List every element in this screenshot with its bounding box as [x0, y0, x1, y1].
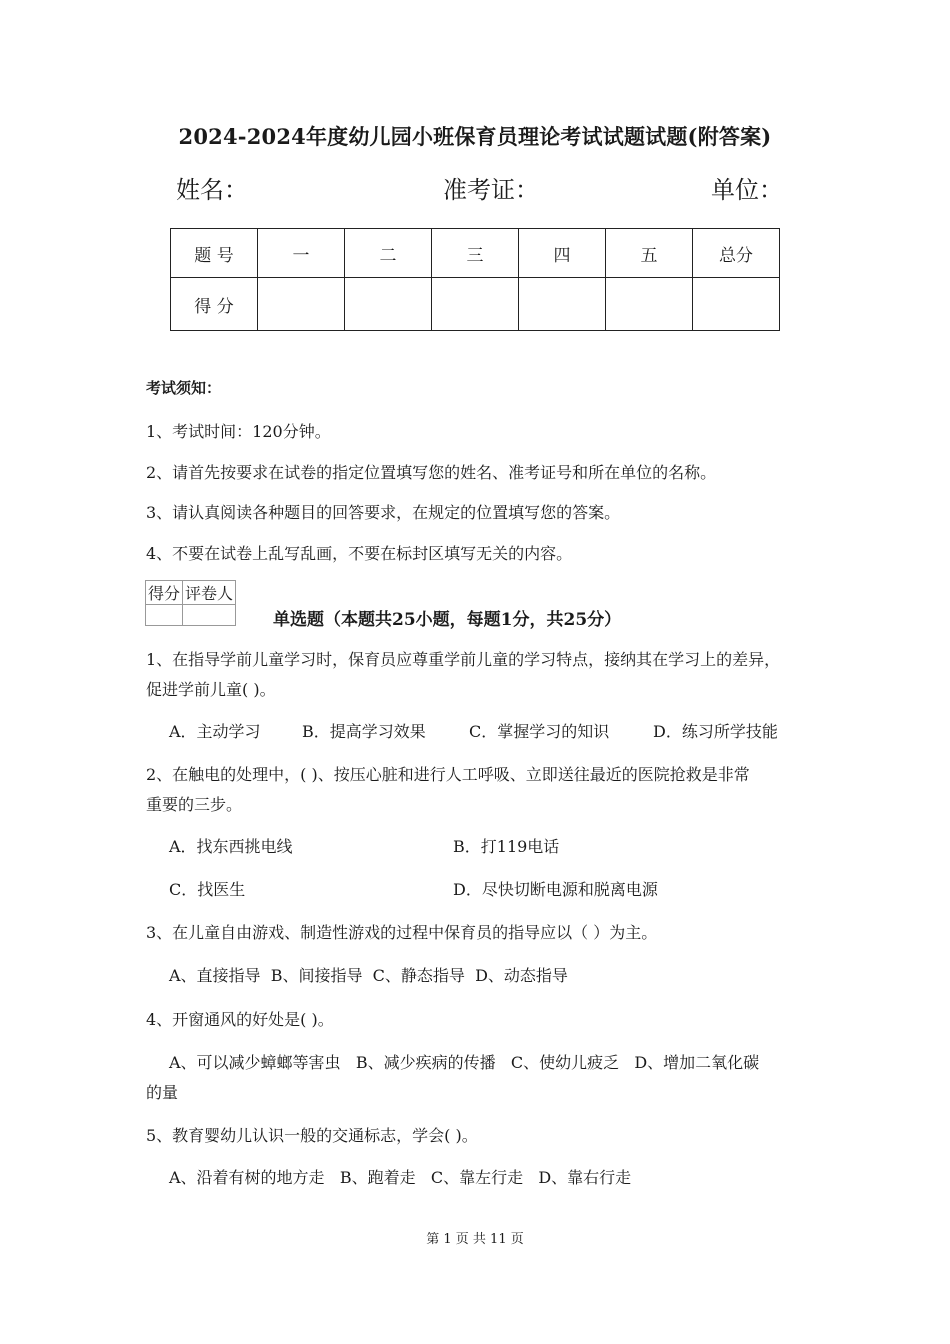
section-title: 单选题（本题共25小题，每题1分，共25分）	[273, 610, 622, 630]
option: C．掌握学习的知识	[469, 722, 610, 741]
option: D．练习所学技能	[653, 722, 778, 741]
option: B．提高学习效果	[302, 722, 426, 741]
grader-score-cell[interactable]	[146, 605, 183, 626]
question-stem: 2、在触电的处理中，( )、按压心脏和进行人工呼吸、立即送往最近的医院抢救是非常	[146, 765, 750, 784]
name-field-label: 姓名：	[176, 176, 248, 204]
score-cell[interactable]	[519, 278, 606, 331]
option: B．打119电话	[453, 837, 560, 856]
unit-field-label: 单位：	[711, 176, 783, 204]
exam-id-field-label: 准考证：	[443, 176, 539, 204]
options-line: A、可以减少蟑螂等害虫 B、减少疾病的传播 C、使幼儿疲乏 D、增加二氧化碳	[169, 1053, 760, 1072]
question-stem: 4、开窗通风的好处是( )。	[146, 1010, 334, 1029]
column-total: 总分	[693, 229, 780, 278]
score-label: 得 分	[171, 278, 258, 331]
notice-item: 2、请首先按要求在试卷的指定位置填写您的姓名、准考证号和所在单位的名称。	[146, 463, 717, 482]
grader-reviewer-label: 评卷人	[183, 581, 236, 605]
option: A．找东西挑电线	[169, 837, 293, 856]
column-5: 五	[606, 229, 693, 278]
score-cell[interactable]	[432, 278, 519, 331]
notice-item: 4、不要在试卷上乱写乱画，不要在标封区填写无关的内容。	[146, 544, 573, 563]
page-footer: 第 1 页 共 11 页	[426, 1232, 524, 1247]
question-stem: 重要的三步。	[146, 795, 243, 814]
column-3: 三	[432, 229, 519, 278]
notice-item: 1、考试时间：120分钟。	[146, 422, 331, 441]
score-cell[interactable]	[258, 278, 345, 331]
column-1: 一	[258, 229, 345, 278]
question-number-label: 题 号	[171, 229, 258, 278]
score-table-header-row	[171, 229, 780, 278]
score-cell[interactable]	[693, 278, 780, 331]
notice-title: 考试须知：	[146, 379, 222, 397]
options-line-continued: 的量	[146, 1083, 179, 1102]
grader-reviewer-cell[interactable]	[183, 605, 236, 626]
column-2: 二	[345, 229, 432, 278]
option: C．找医生	[169, 880, 246, 899]
options-line: A、沿着有树的地方走 B、跑着走 C、靠左行走 D、靠右行走	[169, 1168, 632, 1187]
score-table	[170, 228, 780, 331]
grader-box	[145, 580, 236, 626]
score-cell[interactable]	[606, 278, 693, 331]
page-title: 2024-2024年度幼儿园小班保育员理论考试试题试题(附答案)	[178, 124, 772, 149]
score-cell[interactable]	[345, 278, 432, 331]
notice-item: 3、请认真阅读各种题目的回答要求，在规定的位置填写您的答案。	[146, 503, 621, 522]
question-stem: 促进学前儿童( )。	[146, 680, 276, 699]
score-table-score-row	[171, 278, 780, 331]
column-4: 四	[519, 229, 606, 278]
options-line: A、直接指导 B、间接指导 C、静态指导 D、动态指导	[169, 966, 568, 985]
question-stem: 1、在指导学前儿童学习时，保育员应尊重学前儿童的学习特点，接纳其在学习上的差异，	[146, 650, 781, 669]
option: D．尽快切断电源和脱离电源	[453, 880, 658, 899]
question-stem: 3、在儿童自由游戏、制造性游戏的过程中保育员的指导应以（ ）为主。	[146, 923, 658, 942]
question-stem: 5、教育婴幼儿认识一般的交通标志，学会( )。	[146, 1126, 478, 1145]
option: A．主动学习	[169, 722, 261, 741]
grader-score-label: 得分	[146, 581, 183, 605]
